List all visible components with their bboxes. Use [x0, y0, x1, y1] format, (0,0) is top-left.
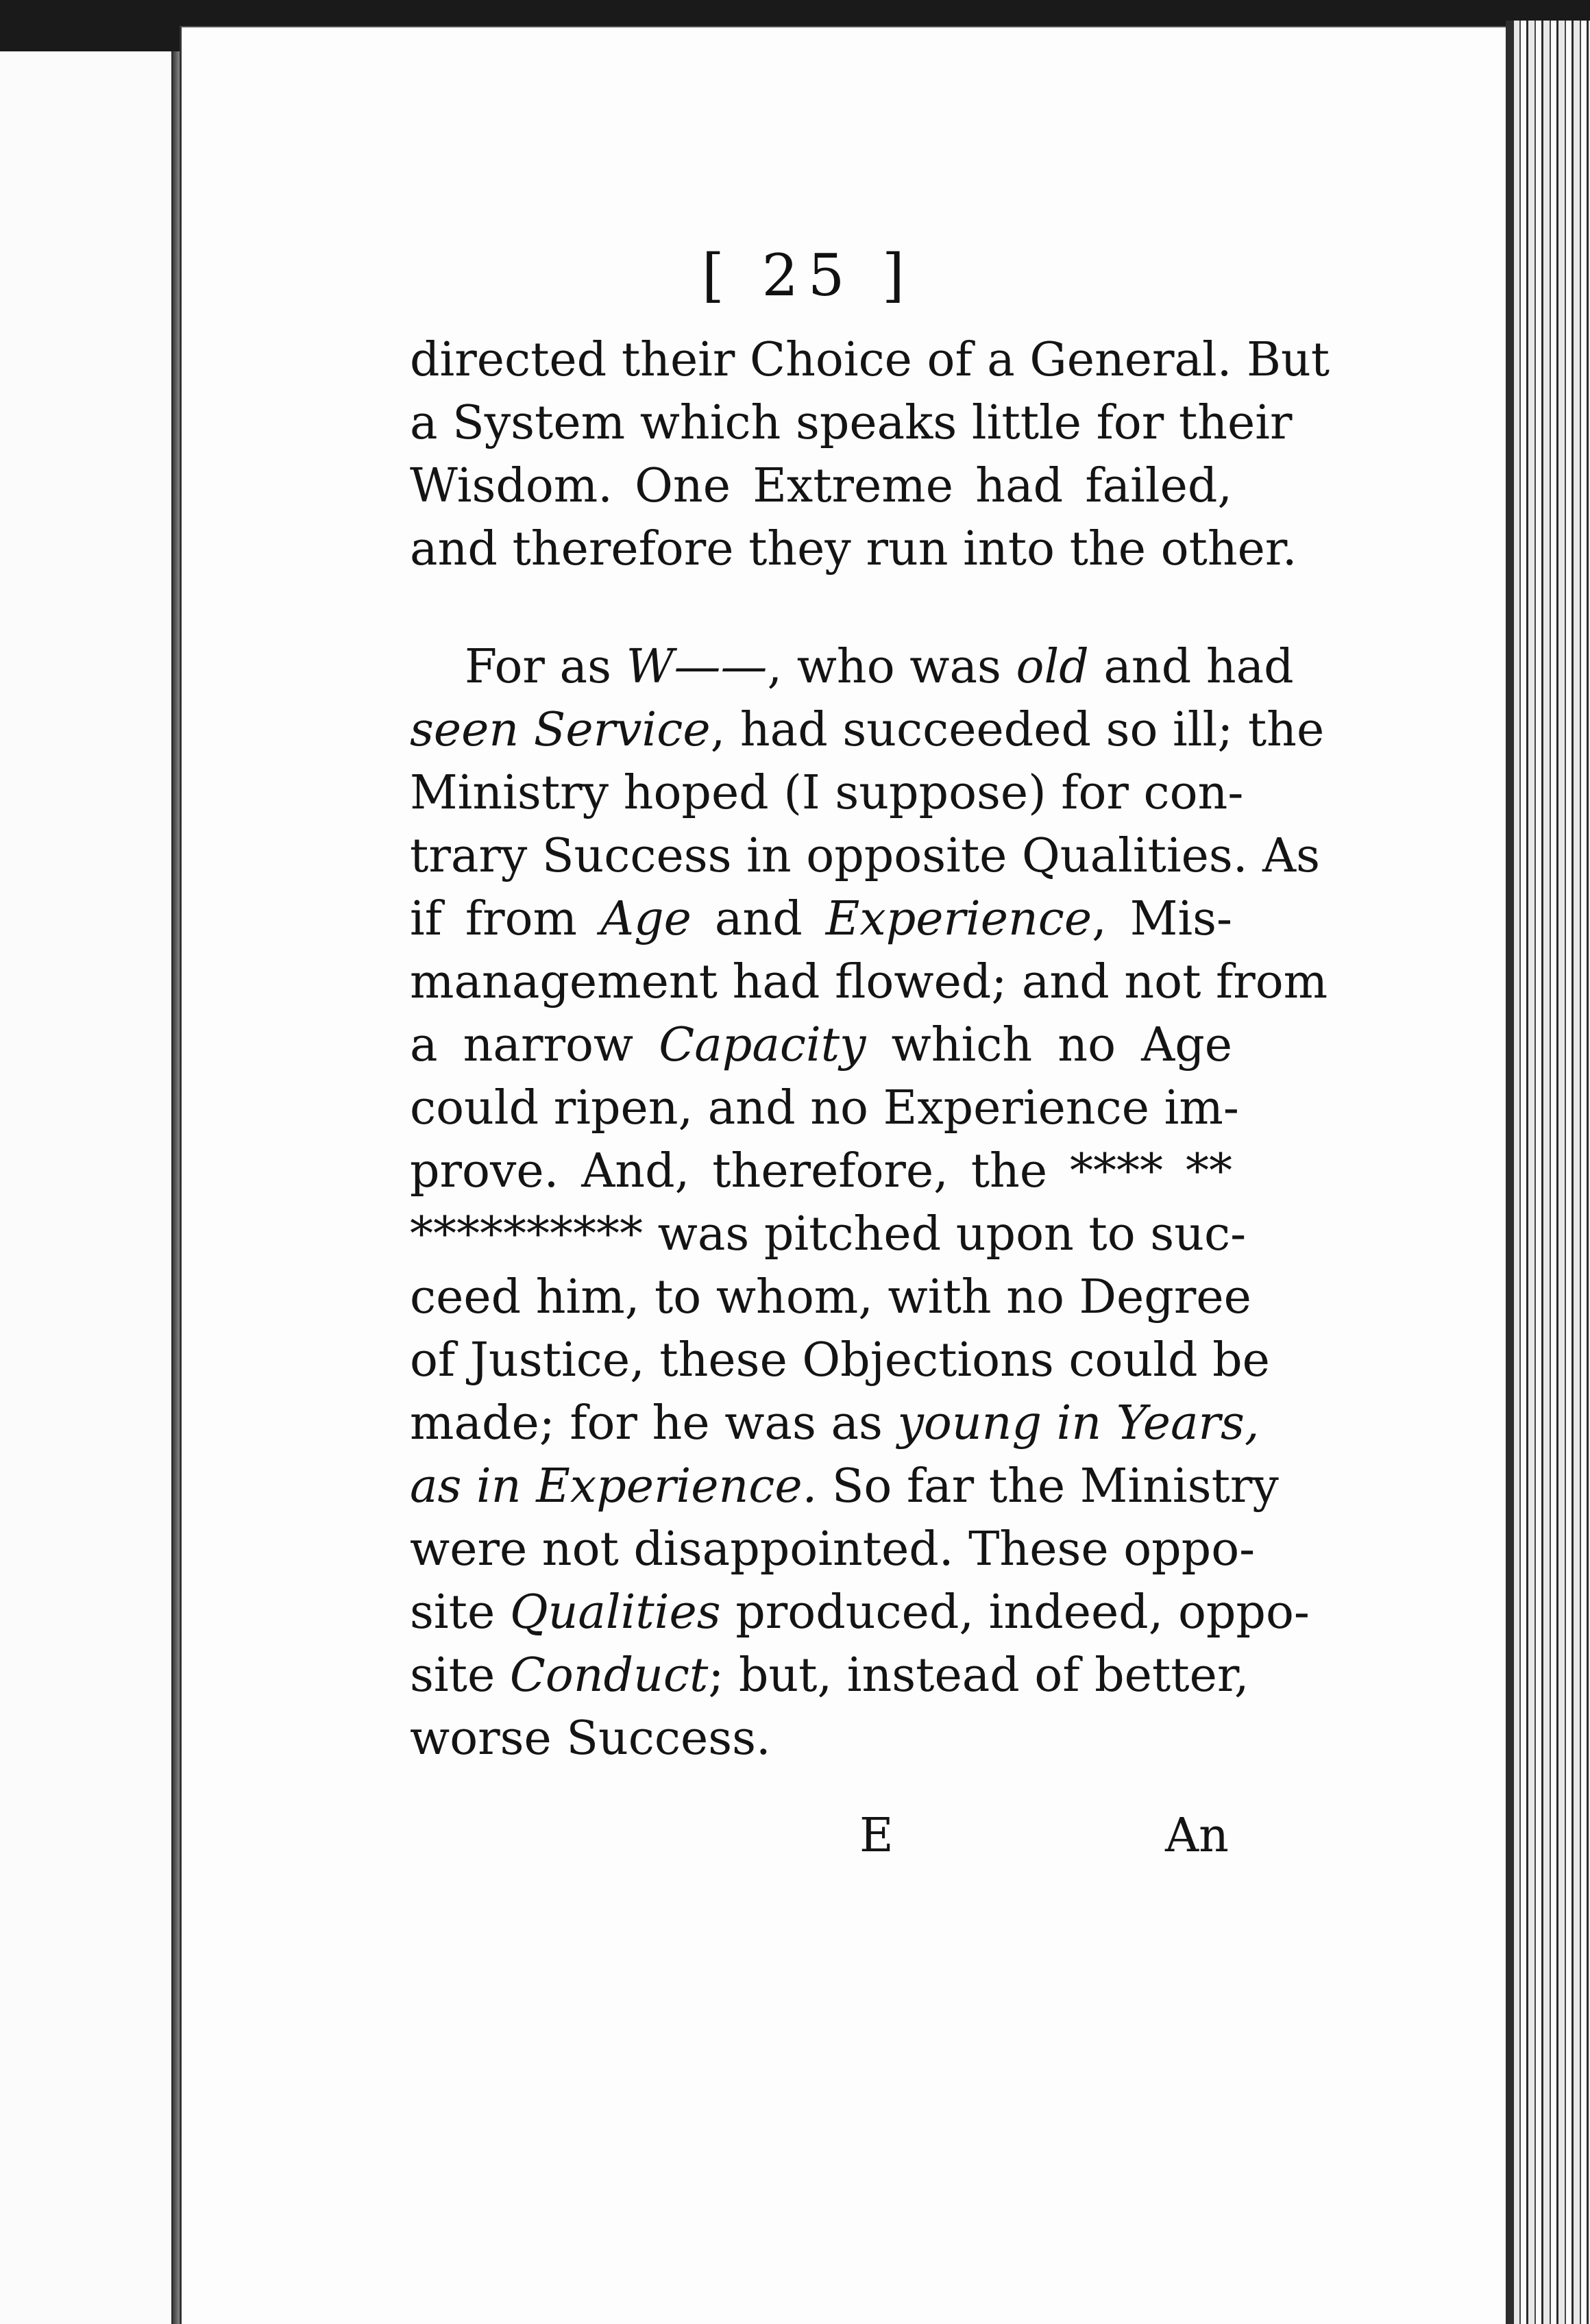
text-line: ********** was pitched upon to suc-: [410, 1207, 1247, 1261]
text-line: if from Age and Experience, Mis-: [410, 892, 1232, 946]
text-line: management had flowed; and not from: [410, 955, 1328, 1009]
text-line: worse Success.: [410, 1711, 771, 1766]
text-line: ceed him, to whom, with no Degree: [410, 1270, 1251, 1324]
page-text: [410, 329, 1330, 1770]
text-line: Ministry hoped (I suppose) for con-: [410, 766, 1244, 820]
text-line: made; for he was as young in Years,: [410, 1396, 1260, 1450]
text-line: and therefore they run into the other.: [410, 522, 1297, 576]
text-line: directed their Choice of a General. But: [410, 333, 1330, 387]
text-line: seen Service, had succeeded so ill; the: [410, 703, 1325, 757]
text-line: a narrow Capacity which no Age: [410, 1018, 1232, 1072]
text-line: site Qualities produced, indeed, oppo-: [410, 1585, 1310, 1640]
signature-mark: E: [859, 1809, 894, 1863]
text-line: site Conduct; but, instead of better,: [410, 1648, 1249, 1703]
text-line: of Justice, these Objections could be: [410, 1333, 1270, 1387]
facing-page-left: [0, 51, 174, 2324]
text-line: prove. And, therefore, the **** **: [410, 1144, 1232, 1198]
page-edge-shadow: [1506, 21, 1514, 2324]
text-line: were not disappointed. These oppo-: [410, 1522, 1256, 1577]
page-block-edges: [1506, 21, 1590, 2324]
catchword: An: [1165, 1809, 1229, 1863]
text-line: a System which speaks little for their: [410, 396, 1293, 450]
text-line: Wisdom. One Extreme had failed,: [410, 459, 1232, 513]
text-line: For as W——, who was old and had: [465, 640, 1294, 694]
text-line: could ripen, and no Experience im-: [410, 1081, 1239, 1135]
page-number-header: [ 25 ]: [702, 242, 914, 309]
text-line: trary Success in opposite Qualities. As: [410, 829, 1321, 883]
text-line: as in Experience. So far the Ministry: [410, 1459, 1279, 1513]
